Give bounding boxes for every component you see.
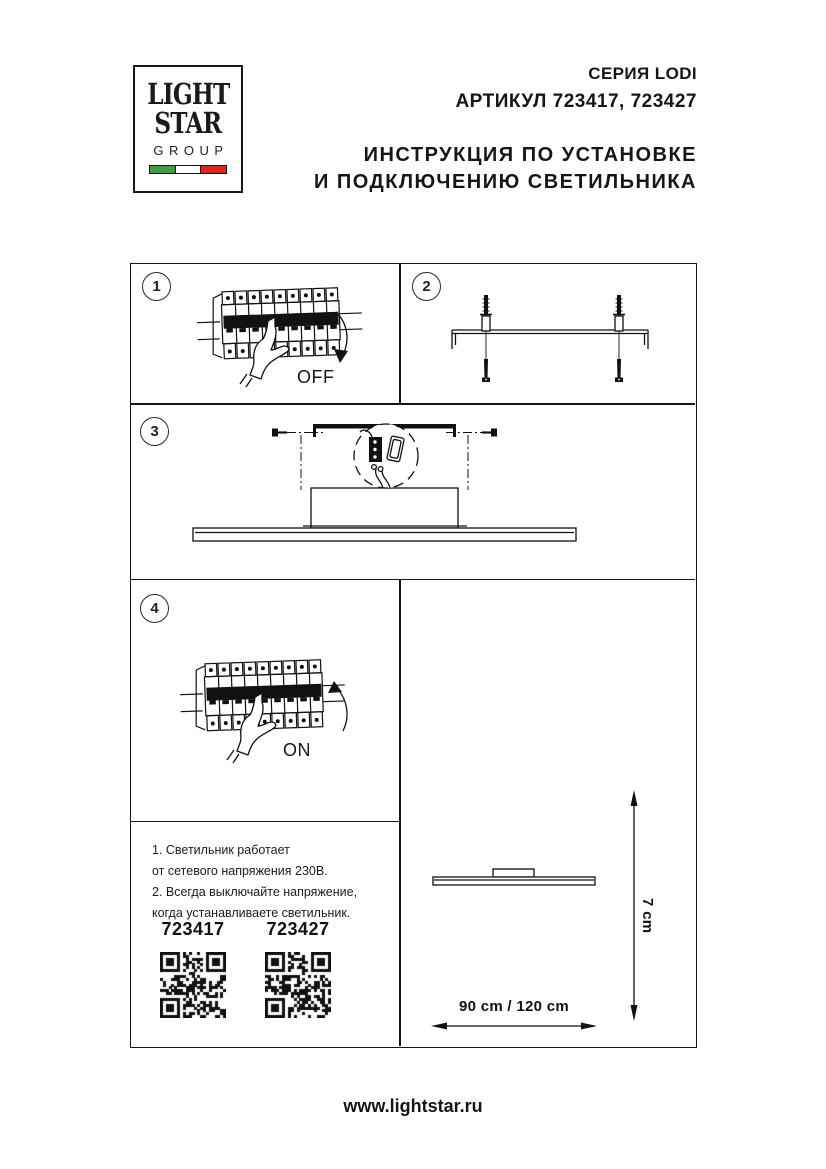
circuit-breaker-on-illustration [131, 580, 399, 820]
flag-red-stripe [201, 166, 226, 173]
step-4-panel [131, 580, 399, 820]
notes-panel [131, 822, 399, 1046]
step-4-badge: 4 [140, 594, 169, 623]
article-numbers: АРТИКУЛ 723417, 723427 [455, 91, 697, 112]
title-line-2: И ПОДКЛЮЧЕНИЮ СВЕТИЛЬНИКА [313, 171, 697, 193]
safety-notes [152, 840, 357, 924]
step-1-badge: 1 [142, 272, 171, 301]
flag-white-stripe [175, 166, 202, 173]
width-dimension-label: 90 cm / 120 cm [458, 998, 570, 1015]
note-line-1: 1. Светильник работает [152, 843, 290, 857]
article-number-723427: 723427 [266, 919, 330, 939]
height-dimension-label: 7 cm [639, 898, 656, 934]
flag-green-stripe [150, 166, 175, 173]
note-line-3: 2. Всегда выключайте напряжение, [152, 885, 358, 899]
circuit-breaker-off-illustration [131, 264, 399, 403]
step-3-panel [131, 404, 695, 578]
note-line-4: когда устанавливаете светильник. [152, 906, 351, 920]
mounting-bracket-illustration [401, 264, 695, 403]
logo-word-group: GROUP [153, 143, 229, 158]
header [314, 64, 697, 196]
dimensions-panel [401, 580, 695, 1046]
on-label: ON [283, 740, 311, 760]
instruction-grid [130, 263, 697, 1048]
fixture-assembly-illustration [131, 404, 695, 578]
off-label: OFF [297, 367, 335, 387]
logo-word-light: LIGHT [146, 77, 230, 111]
italy-flag-icon [149, 165, 227, 174]
qr-code-right [265, 952, 331, 1018]
article-number-723417: 723417 [161, 919, 225, 939]
step-2-panel [401, 264, 695, 403]
qr-code-left [160, 952, 226, 1018]
document-title [314, 142, 697, 196]
logo-word-star: STAR [154, 106, 222, 140]
lightstar-logo [133, 65, 243, 193]
title-line-1: ИНСТРУКЦИЯ ПО УСТАНОВКЕ [363, 144, 697, 166]
fixture-side-view [401, 580, 695, 1046]
website-url: www.lightstar.ru [343, 1096, 483, 1116]
note-line-2: от сетевого напряжения 230В. [152, 864, 328, 878]
step-1-panel [131, 264, 399, 403]
step-3-badge: 3 [140, 417, 169, 446]
step-2-badge: 2 [412, 272, 441, 301]
series-title: СЕРИЯ LODI [588, 64, 697, 83]
